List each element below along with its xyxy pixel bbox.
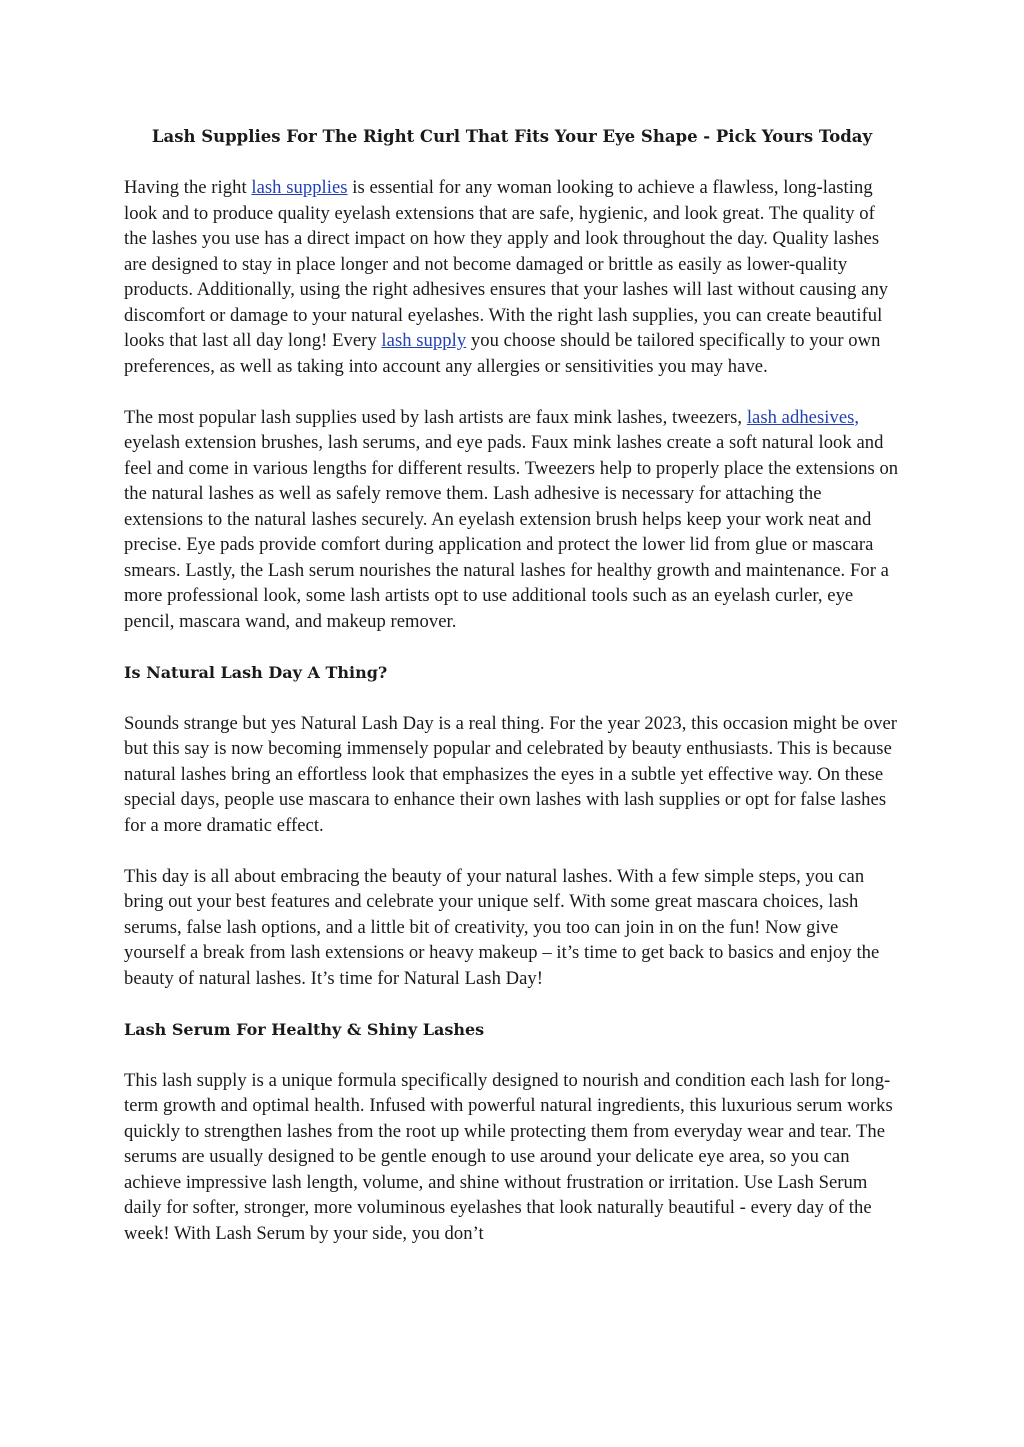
paragraph-natural-lash-day: Sounds strange but yes Natural Lash Day is a real thing. For the year 2023, this occasion might be over but this say is now becoming immensely popular and celebrated by beauty enthusiasts. This is because natural lashes bring an effortless look that emphasizes the eyes in a subtle yet effective way. On these special days, people use mascara to enhance their own lashes with lash supplies or opt for false lashes for a more dramatic effect. — [124, 712, 898, 836]
document-title: Lash Supplies For The Right Curl That Fits Your Eye Shape - Pick Yours Today — [151, 127, 873, 146]
lash-adhesives-link[interactable]: lash adhesives, — [746, 406, 860, 428]
paragraph-text: Having the right — [124, 177, 252, 198]
paragraph-text: you choose should be tailored specifically to your own preferences, as well as taking into account any allergies or sensitivities you may have. — [124, 330, 881, 377]
paragraph-text: The most popular lash supplies used by lash artists are faux mink lashes, tweezers, — [124, 406, 747, 428]
lash-supply-link[interactable]: lash supply — [381, 330, 467, 351]
paragraph-lash-serum: This lash supply is a unique formula specifically designed to nourish and condition each lash for long-term growth and optimal health. Infused with powerful natural ingredients, this luxurious serum works quickly to strengthen lashes from the root up while protecting them from everyday wear and tear. The serums are usually designed to be gentle enough to use around your delicate eye area, so you can achieve impressive lash length, volume, and shine without frustration or irritation. Use Lash Serum daily for softer, stronger, more voluminous eyelashes that look naturally beautiful - every day of the week! With Lash Serum by your side, you don’t — [124, 1069, 893, 1244]
lash-supplies-link[interactable]: lash supplies — [251, 177, 348, 198]
section-heading-lash-serum: Lash Serum For Healthy & Shiny Lashes — [124, 1019, 485, 1039]
section-heading-natural-lash-day: Is Natural Lash Day A Thing? — [124, 662, 388, 682]
paragraph-text: is essential for any woman looking to achieve a flawless, long-lasting look and to produce quality eyelash extensions that are safe, hygienic, and look great. The quality of the lashes you use has a direct impact on how they apply and look throughout the day. Quality lashes are designed to stay in place longer and not become damaged or brittle as easily as lower-quality products. Additionally, using the right adhesives ensures that your lashes will last without causing any discomfort or damage to your natural eyelashes. With the right lash supplies, you can create beautiful looks that last all day long! Every — [124, 177, 889, 351]
paragraph-popular-supplies — [124, 405, 900, 635]
paragraph-embrace-natural-lashes: This day is all about embracing the beauty of your natural lashes. With a few simple steps, you can bring out your best features and celebrate your unique self. With some great mascara choices, lash serums, false lash options, and a little bit of creativity, you too can join in on the fun! Now give yourself a break from lash extensions or heavy makeup – it’s time to get back to basics and enjoy the beauty of natural lashes. It’s time for Natural Lash Day! — [124, 865, 880, 989]
paragraph-intro — [124, 175, 900, 379]
paragraph-text: eyelash extension brushes, lash serums, and eye pads. Faux mink lashes create a soft natural look and feel and come in various lengths for different results. Tweezers help to properly place the extensions on the natural lashes as well as safely remove them. Lash adhesive is necessary for attaching the extensions to the natural lashes securely. An eyelash extension brush helps keep your work neat and precise. Eye pads provide comfort during application and protect the lower lid from glue or mascara smears. Lastly, the Lash serum nourishes the natural lashes for healthy growth and maintenance. For a more professional look, some lash artists opt to use additional tools such as an eyelash curler, eye pencil, mascara wand, and makeup remover. — [124, 432, 899, 632]
document-page — [124, 124, 900, 1272]
